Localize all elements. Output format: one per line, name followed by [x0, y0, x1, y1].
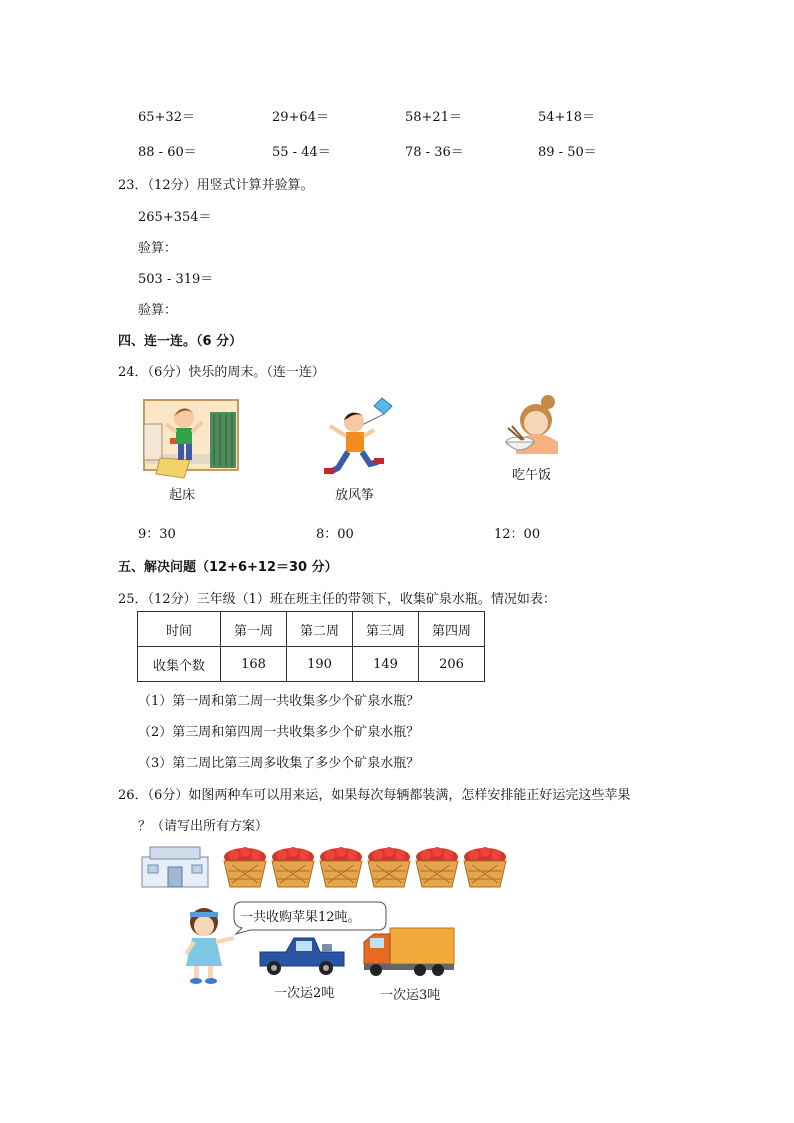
kite-flying-boy-illustration: [316, 396, 398, 482]
question-26-title-continued: ？（请写出所有方案）: [138, 819, 269, 834]
apple-basket-icon: [366, 845, 412, 889]
arith-item: 29+64＝: [272, 110, 329, 125]
pickup-truck-icon: [256, 932, 348, 976]
time-label: 9：30: [138, 527, 176, 542]
question-26-title: 26．（6分）如图两种车可以用来运，如果每次每辆都装满，怎样安排能正好运完这些苹果: [118, 788, 631, 803]
table-header-row: [138, 612, 485, 647]
q23-expression-1: 265+354＝: [138, 210, 212, 225]
q23-check-label-1: 验算：: [138, 241, 178, 256]
truck-capacity-label: 一次运3吨: [380, 988, 441, 1003]
table-cell: 206: [419, 647, 485, 682]
table-cell: 190: [287, 647, 353, 682]
arith-item: 58+21＝: [405, 110, 462, 125]
speech-bubble: 一共收购苹果12吨。: [240, 910, 361, 925]
getting-up-picture: [140, 394, 242, 504]
table-cell: 收集个数: [138, 647, 221, 682]
apple-basket-icon: [414, 845, 460, 889]
arith-item: 55 - 44＝: [272, 145, 331, 160]
arith-item: 88 - 60＝: [138, 145, 197, 160]
picture-caption: 起床: [169, 488, 196, 503]
table-row: [138, 647, 485, 682]
apple-basket-icon: [462, 845, 508, 889]
time-label: 8：00: [316, 527, 354, 542]
getting-up-boy-illustration: [140, 394, 242, 484]
q25-subquestion: （3）第二周比第三周多收集了多少个矿泉水瓶？: [138, 756, 420, 771]
time-label: 12：00: [494, 527, 541, 542]
eating-lunch-picture: [494, 396, 568, 486]
section-5-heading: 五、解决问题（12+6+12＝30 分）: [118, 560, 338, 575]
bottle-collection-table: [137, 611, 485, 682]
q25-subquestion: （1）第一周和第二周一共收集多少个矿泉水瓶？: [138, 694, 420, 709]
question-25-title: 25．（12分）三年级（1）班在班主任的带领下，收集矿泉水瓶。情况如表：: [118, 592, 556, 607]
table-cell: 168: [221, 647, 287, 682]
apple-basket-icon: [222, 845, 268, 889]
arith-item: 54+18＝: [538, 110, 595, 125]
q23-check-label-2: 验算：: [138, 303, 178, 318]
arith-item: 65+32＝: [138, 110, 195, 125]
picture-caption: 吃午饭: [512, 468, 552, 483]
apple-basket-icon: [318, 845, 364, 889]
apple-basket-icon: [270, 845, 316, 889]
arith-item: 78 - 36＝: [405, 145, 464, 160]
table-cell: 第二周: [287, 612, 353, 647]
q25-subquestion: （2）第三周和第四周一共收集多少个矿泉水瓶？: [138, 725, 420, 740]
warehouse-icon: [140, 843, 210, 889]
girl-eating-lunch-illustration: [494, 396, 568, 458]
kite-flying-picture: [316, 396, 398, 502]
table-cell: 第三周: [353, 612, 419, 647]
pickup-capacity-label: 一次运2吨: [274, 986, 335, 1001]
section-4-heading: 四、连一连。（6 分）: [118, 334, 243, 349]
picture-caption: 放风筝: [335, 488, 375, 503]
table-cell: 时间: [138, 612, 221, 647]
table-cell: 第四周: [419, 612, 485, 647]
q23-expression-2: 503 - 319＝: [138, 272, 214, 287]
box-truck-icon: [360, 924, 456, 978]
table-cell: 149: [353, 647, 419, 682]
question-23-title: 23．（12分）用竖式计算并验算。: [118, 178, 314, 193]
table-cell: 第一周: [221, 612, 287, 647]
question-24-title: 24．（6分）快乐的周末。（连一连）: [118, 365, 325, 380]
arith-item: 89 - 50＝: [538, 145, 597, 160]
